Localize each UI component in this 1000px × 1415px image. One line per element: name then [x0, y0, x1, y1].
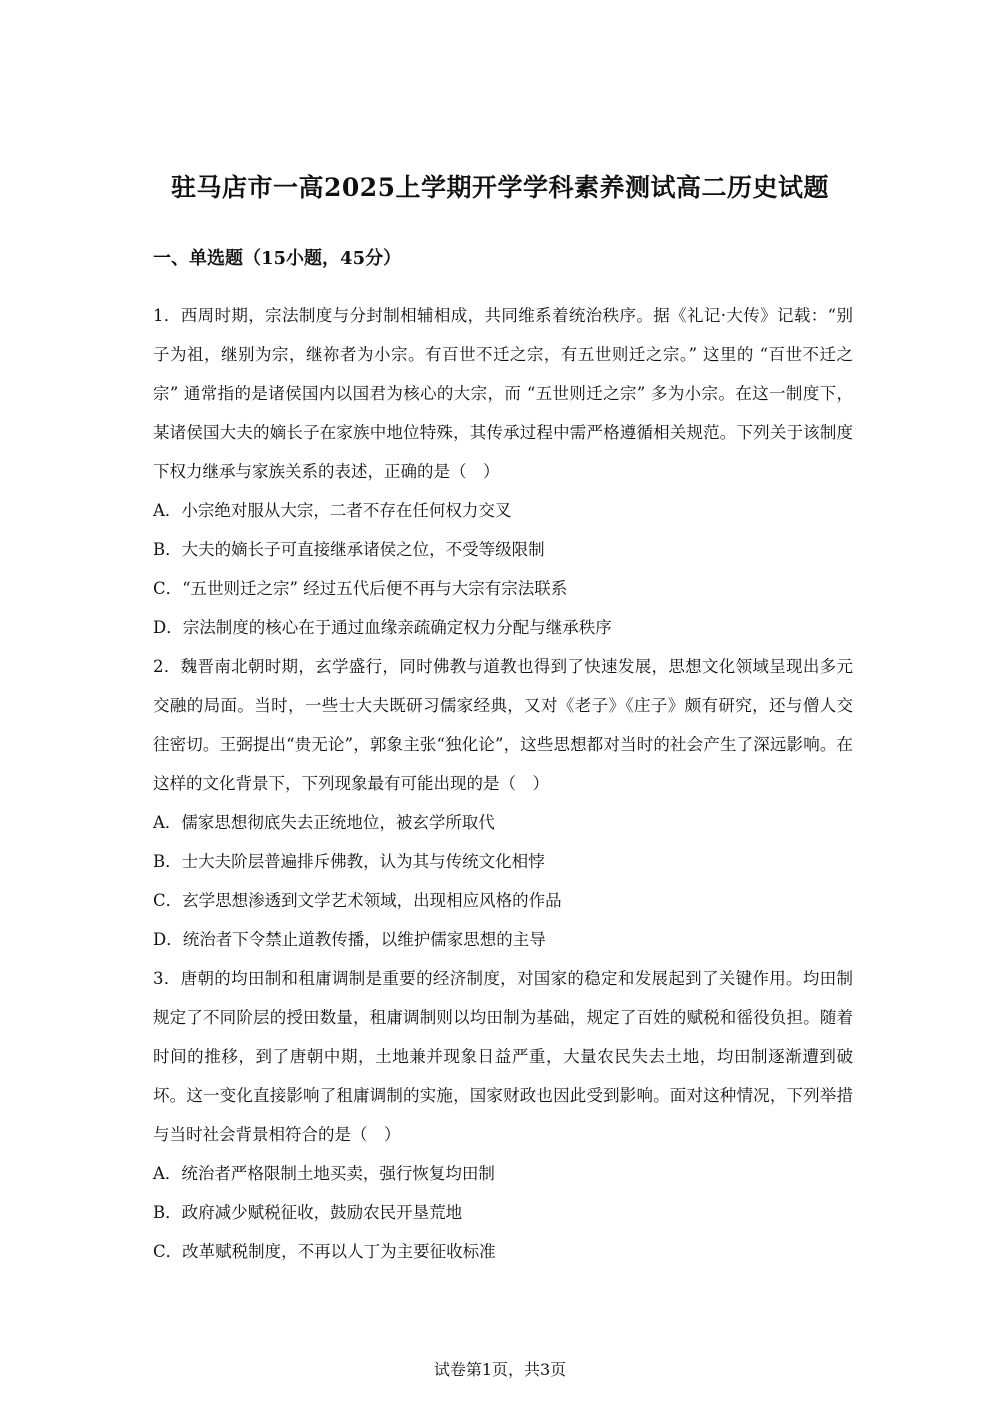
page-title: 驻马店市一高2025上学期开学学科素养测试高二历史试题 — [170, 173, 830, 202]
page-footer: 试卷第1页，共3页 — [433, 1360, 567, 1379]
option-list — [153, 803, 853, 959]
option-d: D．统治者下令禁止道教传播，以维护儒家思想的主导 — [153, 930, 546, 949]
question-3 — [153, 959, 853, 1271]
option-c: C．“五世则迁之宗” 经过五代后便不再与大宗有宗法联系 — [153, 579, 568, 598]
questions-container — [153, 296, 853, 1271]
section-heading: 一、单选题（15小题，45分） — [153, 248, 402, 269]
option-a: A．小宗绝对服从大宗，二者不存在任何权力交叉 — [153, 501, 512, 520]
option-list — [153, 1154, 853, 1271]
option-a: A．统治者严格限制土地买卖，强行恢复均田制 — [153, 1164, 495, 1183]
question-stem: 2．魏晋南北朝时期，玄学盛行，同时佛教与道教也得到了快速发展，思想文化领域呈现出多元交融的局面。当时，一些士大夫既研习儒家经典，又对《老子》《庄子》颇有研究，还与僧人交往密切。王弼提出“贵无论”，郭象主张“独化论”，这些思想都对当时的社会产生了深远影响。在这样的文化背景下，下列现象最有可能出现的是（ ） — [153, 657, 853, 793]
option-c: C．改革赋税制度，不再以人丁为主要征收标准 — [153, 1242, 496, 1261]
option-c: C．玄学思想渗透到文学艺术领域，出现相应风格的作品 — [153, 891, 562, 910]
question-1 — [153, 296, 853, 647]
question-2 — [153, 647, 853, 959]
option-b: B．士大夫阶层普遍排斥佛教，认为其与传统文化相悖 — [153, 852, 545, 871]
question-stem: 1．西周时期，宗法制度与分封制相辅相成，共同维系着统治秩序。据《礼记·大传》记载：“别子为祖，继别为宗，继祢者为小宗。有百世不迁之宗，有五世则迁之宗。” 这里的 “百世不迁之宗” 通常指的是诸侯国内以国君为核心的大宗，而 “五世则迁之宗” 多为小宗。在这一制度下，某诸侯国大夫的嫡长子在家族中地位特殊，其传承过程中需严格遵循相关规范。下列关于该制度下权力继承与家族关系的表述，正确的是（ ） — [153, 306, 853, 481]
option-a: A．儒家思想彻底失去正统地位，被玄学所取代 — [153, 813, 495, 832]
question-stem: 3．唐朝的均田制和租庸调制是重要的经济制度，对国家的稳定和发展起到了关键作用。均田制规定了不同阶层的授田数量，租庸调制则以均田制为基础，规定了百姓的赋税和徭役负担。随着时间的推移，到了唐朝中期，土地兼并现象日益严重，大量农民失去土地，均田制逐渐遭到破坏。这一变化直接影响了租庸调制的实施，国家财政也因此受到影响。面对这种情况，下列举措与当时社会背景相符合的是（ ） — [153, 969, 853, 1144]
option-d: D．宗法制度的核心在于通过血缘亲疏确定权力分配与继承秩序 — [153, 618, 612, 637]
option-b: B．政府减少赋税征收，鼓励农民开垦荒地 — [153, 1203, 463, 1222]
option-b: B．大夫的嫡长子可直接继承诸侯之位，不受等级限制 — [153, 540, 545, 559]
option-list — [153, 491, 853, 647]
